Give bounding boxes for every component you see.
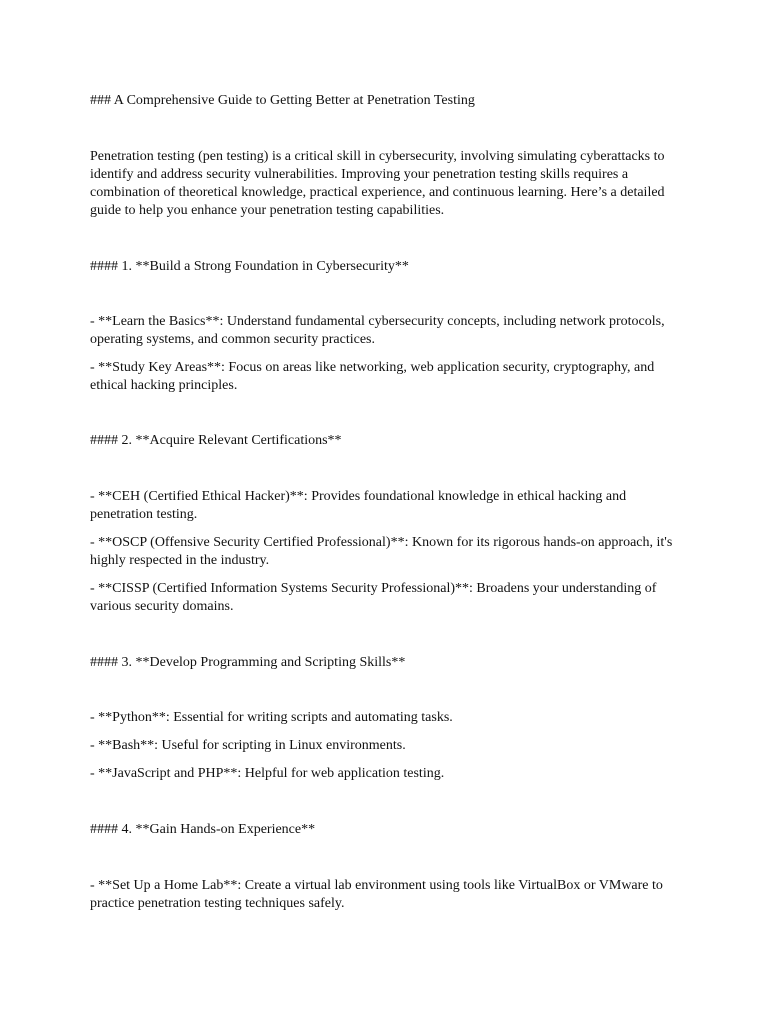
list-item: - **Bash**: Useful for scripting in Linux environments.: [90, 738, 406, 753]
list-item: - **Learn the Basics**: Understand fundamental cybersecurity concepts, including network protocols, operating systems, and common security practices.: [90, 314, 665, 347]
section-heading-1: #### 1. **Build a Strong Foundation in Cybersecurity**: [90, 259, 409, 274]
section-heading-4: #### 4. **Gain Hands-on Experience**: [90, 822, 316, 837]
list-item: - **OSCP (Offensive Security Certified Professional)**: Known for its rigorous hands-on approach, it's highly respected in the industry.: [90, 535, 673, 568]
list-item: - **JavaScript and PHP**: Helpful for web application testing.: [90, 766, 445, 781]
list-item: - **Python**: Essential for writing scripts and automating tasks.: [90, 710, 453, 725]
list-item: - **CEH (Certified Ethical Hacker)**: Provides foundational knowledge in ethical hacking and penetration testing.: [90, 489, 627, 522]
list-item: - **CISSP (Certified Information Systems Security Professional)**: Broadens your understanding of various security domains.: [90, 581, 657, 614]
section-heading-2: #### 2. **Acquire Relevant Certifications**: [90, 433, 342, 448]
list-item: - **Set Up a Home Lab**: Create a virtual lab environment using tools like VirtualBox or VMware to practice penetration testing techniques safely.: [90, 878, 663, 911]
section-heading-3: #### 3. **Develop Programming and Scripting Skills**: [90, 655, 406, 670]
intro-paragraph: Penetration testing (pen testing) is a critical skill in cybersecurity, involving simulating cyberattacks to identify and address security vulnerabilities. Improving your penetration testing skills requires a combination of theoretical knowledge, practical experience, and continuous learning. Here’s a detailed guide to help you enhance your penetration testing capabilities.: [90, 149, 665, 218]
list-item: - **Study Key Areas**: Focus on areas like networking, web application security, cryptography, and ethical hacking principles.: [90, 360, 655, 393]
document-title: ### A Comprehensive Guide to Getting Better at Penetration Testing: [90, 93, 475, 108]
